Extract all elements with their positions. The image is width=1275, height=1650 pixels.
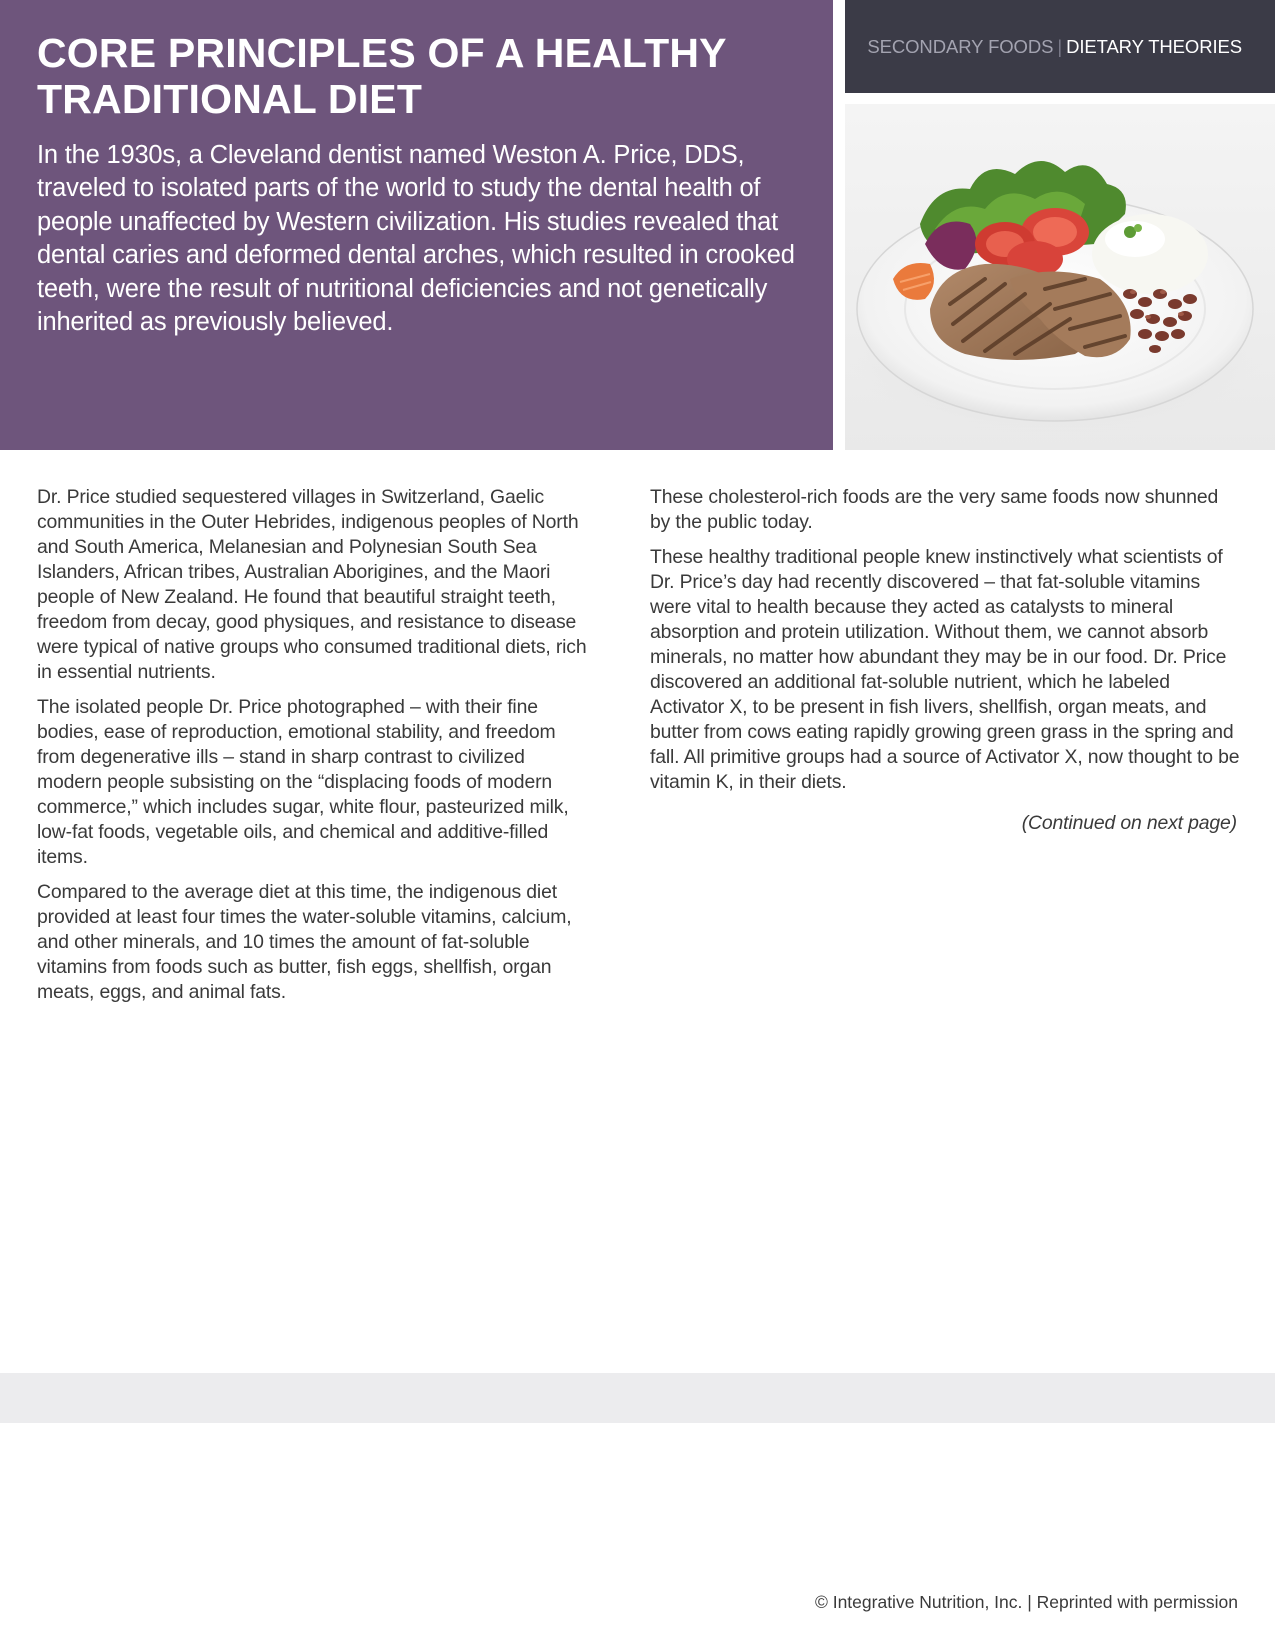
body-paragraph: Compared to the average diet at this time, the indigenous diet provided at least four times the water-soluble vitamins, calcium, and other minerals, and 10 times the amount of fat-soluble vitamins from foods such as butter, fish eggs, shellfish, organ meats, eggs, and animal fats. bbox=[37, 881, 572, 1003]
body-paragraph: Dr. Price studied sequestered villages in Switzerland, Gaelic communities in the Outer Hebrides, indigenous peoples of North and South America, Melanesian and Polynesian South Sea Islanders, African tribes, Australian Aborigines, and the Maori people of New Zealand. He found that beautiful straight teeth, freedom from decay, good physiques, and resistance to disease were typical of native groups who consumed traditional diets, rich in essential nutrients. bbox=[37, 486, 587, 683]
category-breadcrumb bbox=[867, 36, 1242, 58]
body-paragraph: The isolated people Dr. Price photographed – with their fine bodies, ease of reproduction, emotional stability, and freedom from degenerative ills – stand in sharp contrast to civilized modern people subsisting on the “displacing foods of modern commerce,” which includes sugar, white flour, pasteurized milk, low-fat foods, vegetable oils, and chemical and additive-filled items. bbox=[37, 696, 569, 868]
category-separator: | bbox=[1057, 36, 1063, 57]
body-paragraph: These cholesterol-rich foods are the very same foods now shunned by the public today. bbox=[650, 486, 1219, 533]
left-column bbox=[37, 485, 593, 1015]
page-title: CORE PRINCIPLES OF A HEALTHY TRADITIONAL DIET bbox=[37, 30, 726, 122]
header-banner bbox=[0, 0, 833, 450]
category-primary: DIETARY THEORIES bbox=[1066, 36, 1242, 57]
footer-band bbox=[0, 1373, 1275, 1423]
food-plate-illustration bbox=[845, 104, 1275, 450]
food-plate-image bbox=[845, 104, 1275, 450]
continued-note: (Continued on next page) bbox=[1021, 812, 1237, 834]
copyright-notice: © Integrative Nutrition, Inc. | Reprinted with permission bbox=[814, 1592, 1238, 1612]
category-bar bbox=[845, 0, 1275, 93]
right-column bbox=[650, 485, 1240, 846]
body-paragraph: These healthy traditional people knew instinctively what scientists of Dr. Price’s day had recently discovered – that fat-soluble vitamins were vital to health because they acted as catalysts to mineral absorption and protein utilization. Without them, we cannot absorb minerals, no matter how abundant they may be in our food. Dr. Price discovered an additional fat-soluble nutrient, which he labeled Activator X, to be present in fish livers, shellfish, organ meats, and butter from cows eating rapidly growing green grass in the spring and fall. All primitive groups had a source of Activator X, now thought to be vitamin K, in their diets. bbox=[650, 546, 1240, 793]
category-secondary: SECONDARY FOODS bbox=[867, 36, 1054, 57]
intro-paragraph: In the 1930s, a Cleveland dentist named Weston A. Price, DDS, traveled to isolated parts of the world to study the dental health of people unaffected by Western civilization. His studies revealed that dental caries and deformed dental arches, which resulted in crooked teeth, were the result of nutritional deficiencies and not genetically inherited as previously believed. bbox=[37, 141, 795, 337]
